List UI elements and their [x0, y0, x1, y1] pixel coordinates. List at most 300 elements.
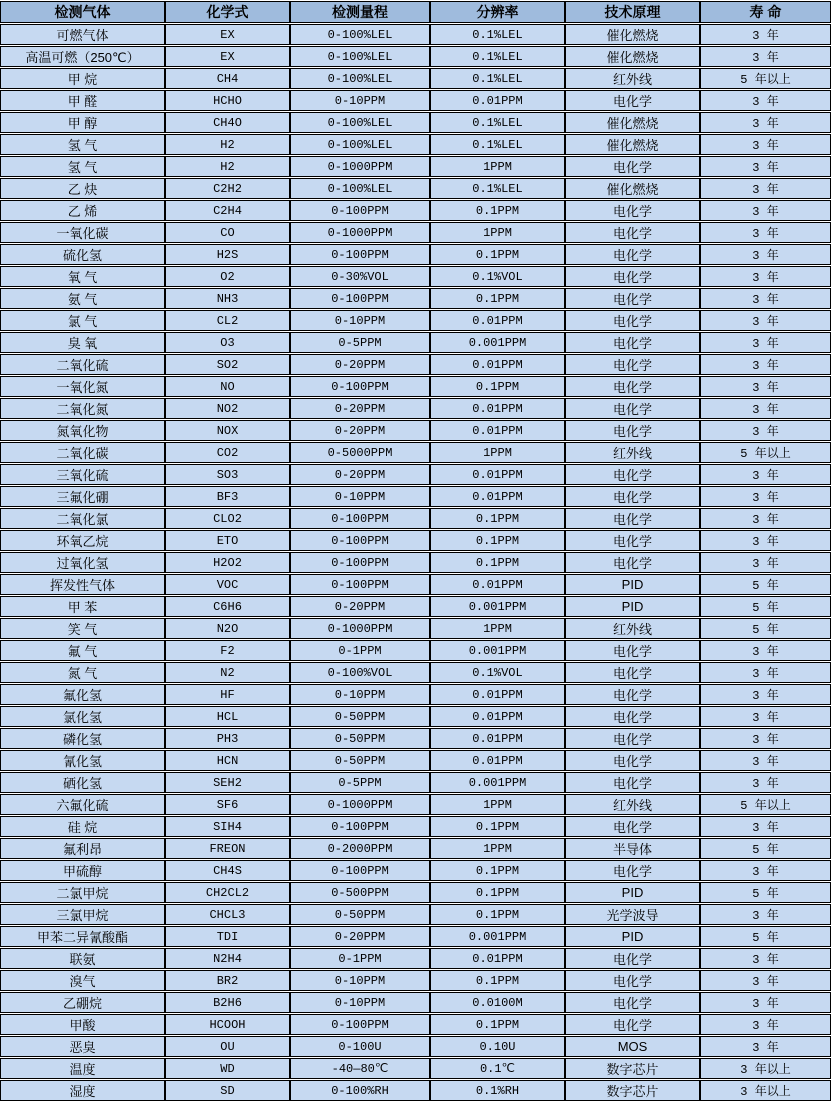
cell-technology: 光学波导 — [565, 904, 700, 925]
cell-chemical-formula: N2O — [165, 618, 290, 639]
cell-detection-range: 0-1000PPM — [290, 156, 430, 177]
cell-lifespan: 3 年 — [700, 948, 831, 969]
cell-chemical-formula: FREON — [165, 838, 290, 859]
table-row — [0, 926, 831, 947]
cell-lifespan: 3 年 — [700, 222, 831, 243]
cell-detection-range: 0-100PPM — [290, 552, 430, 573]
cell-detection-range: 0-20PPM — [290, 398, 430, 419]
cell-technology: 电化学 — [565, 1014, 700, 1035]
cell-chemical-formula: H2S — [165, 244, 290, 265]
cell-chemical-formula: H2 — [165, 156, 290, 177]
cell-chemical-formula: NO — [165, 376, 290, 397]
table-row — [0, 552, 831, 573]
cell-technology: 电化学 — [565, 970, 700, 991]
cell-gas-name: 甲 烷 — [0, 68, 165, 89]
cell-technology: PID — [565, 574, 700, 595]
cell-detection-range: 0-50PPM — [290, 728, 430, 749]
cell-detection-range: 0-1000PPM — [290, 794, 430, 815]
cell-chemical-formula: O2 — [165, 266, 290, 287]
cell-detection-range: 0-10PPM — [290, 684, 430, 705]
cell-detection-range: 0-100PPM — [290, 200, 430, 221]
cell-gas-name: 氯化氢 — [0, 706, 165, 727]
cell-chemical-formula: SD — [165, 1080, 290, 1101]
cell-detection-range: 0-1PPM — [290, 640, 430, 661]
cell-lifespan: 3 年 — [700, 112, 831, 133]
cell-chemical-formula: NO2 — [165, 398, 290, 419]
cell-technology: 红外线 — [565, 618, 700, 639]
cell-resolution: 0.01PPM — [430, 486, 565, 507]
cell-technology: 红外线 — [565, 442, 700, 463]
cell-lifespan: 5 年 — [700, 882, 831, 903]
cell-gas-name: 甲酸 — [0, 1014, 165, 1035]
cell-lifespan: 3 年 — [700, 398, 831, 419]
table-row — [0, 156, 831, 177]
cell-gas-name: 乙硼烷 — [0, 992, 165, 1013]
cell-chemical-formula: ETO — [165, 530, 290, 551]
cell-lifespan: 3 年 — [700, 90, 831, 111]
cell-lifespan: 3 年以上 — [700, 1080, 831, 1101]
cell-gas-name: 氰化氢 — [0, 750, 165, 771]
cell-gas-name: 硒化氢 — [0, 772, 165, 793]
cell-gas-name: 三氯甲烷 — [0, 904, 165, 925]
cell-chemical-formula: BF3 — [165, 486, 290, 507]
cell-technology: 催化燃烧 — [565, 24, 700, 45]
cell-detection-range: 0-100PPM — [290, 1014, 430, 1035]
table-row — [0, 948, 831, 969]
cell-detection-range: 0-100%VOL — [290, 662, 430, 683]
table-row — [0, 882, 831, 903]
cell-detection-range: 0-500PPM — [290, 882, 430, 903]
table-row — [0, 442, 831, 463]
cell-resolution: 0.1PPM — [430, 816, 565, 837]
cell-chemical-formula: NOX — [165, 420, 290, 441]
table-row — [0, 596, 831, 617]
table-row — [0, 178, 831, 199]
cell-resolution: 0.01PPM — [430, 420, 565, 441]
cell-resolution: 0.1℃ — [430, 1058, 565, 1079]
cell-chemical-formula: WD — [165, 1058, 290, 1079]
cell-resolution: 0.01PPM — [430, 728, 565, 749]
cell-chemical-formula: CO — [165, 222, 290, 243]
table-row — [0, 530, 831, 551]
table-row — [0, 1036, 831, 1057]
cell-resolution: 0.1PPM — [430, 882, 565, 903]
table-row — [0, 728, 831, 749]
cell-lifespan: 5 年以上 — [700, 442, 831, 463]
cell-resolution: 0.1%RH — [430, 1080, 565, 1101]
cell-chemical-formula: CH4O — [165, 112, 290, 133]
cell-gas-name: 三氟化硼 — [0, 486, 165, 507]
header-cell-detection-range: 检测量程 — [290, 1, 430, 23]
cell-lifespan: 3 年 — [700, 684, 831, 705]
cell-chemical-formula: CH2CL2 — [165, 882, 290, 903]
cell-gas-name: 氮氧化物 — [0, 420, 165, 441]
cell-lifespan: 3 年 — [700, 1036, 831, 1057]
cell-chemical-formula: C2H4 — [165, 200, 290, 221]
cell-lifespan: 3 年 — [700, 904, 831, 925]
cell-resolution: 0.1PPM — [430, 1014, 565, 1035]
cell-detection-range: 0-1000PPM — [290, 618, 430, 639]
cell-chemical-formula: HCHO — [165, 90, 290, 111]
table-row — [0, 706, 831, 727]
cell-chemical-formula: NH3 — [165, 288, 290, 309]
table-header — [0, 1, 831, 23]
table-row — [0, 640, 831, 661]
cell-chemical-formula: CL2 — [165, 310, 290, 331]
cell-gas-name: 甲硫醇 — [0, 860, 165, 881]
cell-technology: 电化学 — [565, 288, 700, 309]
cell-resolution: 1PPM — [430, 222, 565, 243]
cell-chemical-formula: SIH4 — [165, 816, 290, 837]
cell-resolution: 0.10U — [430, 1036, 565, 1057]
cell-resolution: 0.001PPM — [430, 596, 565, 617]
cell-lifespan: 3 年 — [700, 992, 831, 1013]
cell-detection-range: 0-100%LEL — [290, 46, 430, 67]
cell-chemical-formula: O3 — [165, 332, 290, 353]
cell-resolution: 0.1PPM — [430, 376, 565, 397]
header-row — [0, 1, 831, 23]
cell-gas-name: 一氧化氮 — [0, 376, 165, 397]
cell-technology: 电化学 — [565, 816, 700, 837]
cell-chemical-formula: H2 — [165, 134, 290, 155]
cell-resolution: 0.001PPM — [430, 640, 565, 661]
cell-resolution: 0.1%LEL — [430, 46, 565, 67]
cell-detection-range: 0-1PPM — [290, 948, 430, 969]
cell-resolution: 1PPM — [430, 156, 565, 177]
cell-detection-range: 0-30%VOL — [290, 266, 430, 287]
cell-chemical-formula: C6H6 — [165, 596, 290, 617]
cell-chemical-formula: SF6 — [165, 794, 290, 815]
cell-resolution: 0.01PPM — [430, 90, 565, 111]
cell-resolution: 0.01PPM — [430, 948, 565, 969]
cell-resolution: 1PPM — [430, 618, 565, 639]
cell-gas-name: 挥发性气体 — [0, 574, 165, 595]
cell-chemical-formula: B2H6 — [165, 992, 290, 1013]
cell-gas-name: 甲 醛 — [0, 90, 165, 111]
table-row — [0, 24, 831, 45]
cell-lifespan: 3 年 — [700, 420, 831, 441]
cell-technology: PID — [565, 596, 700, 617]
cell-gas-name: 六氟化硫 — [0, 794, 165, 815]
cell-technology: 电化学 — [565, 992, 700, 1013]
cell-resolution: 0.01PPM — [430, 706, 565, 727]
table-row — [0, 860, 831, 881]
cell-gas-name: 氢 气 — [0, 156, 165, 177]
cell-resolution: 1PPM — [430, 838, 565, 859]
table-row — [0, 112, 831, 133]
table-row — [0, 464, 831, 485]
table-row — [0, 486, 831, 507]
cell-technology: 电化学 — [565, 684, 700, 705]
cell-detection-range: 0-100%LEL — [290, 178, 430, 199]
cell-detection-range: 0-20PPM — [290, 354, 430, 375]
cell-resolution: 0.1%VOL — [430, 662, 565, 683]
cell-lifespan: 3 年以上 — [700, 1058, 831, 1079]
cell-resolution: 0.0100M — [430, 992, 565, 1013]
cell-technology: 电化学 — [565, 772, 700, 793]
header-cell-technology: 技术原理 — [565, 1, 700, 23]
cell-lifespan: 5 年以上 — [700, 794, 831, 815]
cell-technology: 电化学 — [565, 508, 700, 529]
cell-gas-name: 氨 气 — [0, 288, 165, 309]
cell-detection-range: 0-10PPM — [290, 992, 430, 1013]
cell-lifespan: 3 年 — [700, 266, 831, 287]
table-row — [0, 354, 831, 375]
table-row — [0, 1014, 831, 1035]
cell-gas-name: 二氯甲烷 — [0, 882, 165, 903]
cell-lifespan: 3 年 — [700, 860, 831, 881]
cell-technology: 催化燃烧 — [565, 46, 700, 67]
cell-gas-name: 氟 气 — [0, 640, 165, 661]
cell-detection-range: 0-20PPM — [290, 926, 430, 947]
table-row — [0, 662, 831, 683]
cell-resolution: 0.1PPM — [430, 244, 565, 265]
cell-detection-range: 0-20PPM — [290, 596, 430, 617]
cell-lifespan: 3 年 — [700, 46, 831, 67]
table-row — [0, 244, 831, 265]
cell-gas-name: 臭 氧 — [0, 332, 165, 353]
cell-resolution: 0.01PPM — [430, 750, 565, 771]
cell-gas-name: 氧 气 — [0, 266, 165, 287]
table-row — [0, 618, 831, 639]
table-row — [0, 46, 831, 67]
cell-lifespan: 3 年 — [700, 728, 831, 749]
cell-chemical-formula: C2H2 — [165, 178, 290, 199]
cell-lifespan: 3 年 — [700, 310, 831, 331]
cell-lifespan: 3 年 — [700, 332, 831, 353]
cell-detection-range: 0-10PPM — [290, 486, 430, 507]
cell-resolution: 0.1PPM — [430, 200, 565, 221]
cell-resolution: 0.001PPM — [430, 332, 565, 353]
cell-lifespan: 3 年 — [700, 244, 831, 265]
cell-chemical-formula: EX — [165, 24, 290, 45]
cell-lifespan: 3 年 — [700, 662, 831, 683]
cell-gas-name: 二氧化碳 — [0, 442, 165, 463]
cell-detection-range: 0-100%LEL — [290, 24, 430, 45]
cell-chemical-formula: PH3 — [165, 728, 290, 749]
cell-gas-name: 笑 气 — [0, 618, 165, 639]
table-row — [0, 68, 831, 89]
header-cell-lifespan: 寿 命 — [700, 1, 831, 23]
cell-technology: 电化学 — [565, 662, 700, 683]
table-row — [0, 574, 831, 595]
cell-technology: 催化燃烧 — [565, 112, 700, 133]
cell-gas-name: 氢 气 — [0, 134, 165, 155]
cell-resolution: 0.1PPM — [430, 530, 565, 551]
cell-chemical-formula: TDI — [165, 926, 290, 947]
cell-lifespan: 5 年 — [700, 596, 831, 617]
cell-gas-name: 氯 气 — [0, 310, 165, 331]
cell-gas-name: 三氧化硫 — [0, 464, 165, 485]
cell-detection-range: 0-100PPM — [290, 816, 430, 837]
table-row — [0, 904, 831, 925]
cell-resolution: 0.01PPM — [430, 354, 565, 375]
cell-gas-name: 湿度 — [0, 1080, 165, 1101]
cell-detection-range: 0-100%RH — [290, 1080, 430, 1101]
cell-lifespan: 3 年 — [700, 376, 831, 397]
cell-technology: MOS — [565, 1036, 700, 1057]
cell-technology: 电化学 — [565, 552, 700, 573]
cell-chemical-formula: F2 — [165, 640, 290, 661]
table-body — [0, 24, 831, 1101]
cell-detection-range: 0-10PPM — [290, 970, 430, 991]
cell-lifespan: 5 年以上 — [700, 68, 831, 89]
cell-detection-range: 0-100PPM — [290, 508, 430, 529]
table-row — [0, 134, 831, 155]
cell-chemical-formula: H2O2 — [165, 552, 290, 573]
cell-technology: 电化学 — [565, 398, 700, 419]
cell-technology: 电化学 — [565, 200, 700, 221]
cell-technology: 电化学 — [565, 332, 700, 353]
cell-gas-name: 甲 苯 — [0, 596, 165, 617]
cell-lifespan: 3 年 — [700, 178, 831, 199]
cell-lifespan: 5 年 — [700, 574, 831, 595]
cell-chemical-formula: BR2 — [165, 970, 290, 991]
cell-chemical-formula: EX — [165, 46, 290, 67]
cell-resolution: 0.1%LEL — [430, 68, 565, 89]
cell-technology: 电化学 — [565, 640, 700, 661]
cell-gas-name: 联氨 — [0, 948, 165, 969]
cell-resolution: 0.1PPM — [430, 904, 565, 925]
cell-detection-range: 0-100PPM — [290, 288, 430, 309]
cell-detection-range: 0-50PPM — [290, 750, 430, 771]
cell-lifespan: 3 年 — [700, 464, 831, 485]
cell-resolution: 1PPM — [430, 442, 565, 463]
cell-technology: PID — [565, 882, 700, 903]
cell-technology: 电化学 — [565, 728, 700, 749]
cell-resolution: 0.1PPM — [430, 552, 565, 573]
cell-detection-range: 0-10PPM — [290, 310, 430, 331]
cell-lifespan: 3 年 — [700, 970, 831, 991]
cell-resolution: 1PPM — [430, 794, 565, 815]
cell-gas-name: 高温可燃（250℃） — [0, 46, 165, 67]
table-row — [0, 750, 831, 771]
cell-resolution: 0.001PPM — [430, 926, 565, 947]
cell-detection-range: 0-5000PPM — [290, 442, 430, 463]
cell-lifespan: 3 年 — [700, 640, 831, 661]
cell-lifespan: 3 年 — [700, 750, 831, 771]
cell-chemical-formula: SEH2 — [165, 772, 290, 793]
cell-lifespan: 3 年 — [700, 134, 831, 155]
table-row — [0, 420, 831, 441]
cell-gas-name: 环氧乙烷 — [0, 530, 165, 551]
cell-chemical-formula: HCN — [165, 750, 290, 771]
cell-chemical-formula: SO3 — [165, 464, 290, 485]
cell-chemical-formula: N2 — [165, 662, 290, 683]
cell-technology: 电化学 — [565, 90, 700, 111]
cell-resolution: 0.1%VOL — [430, 266, 565, 287]
cell-gas-name: 乙 炔 — [0, 178, 165, 199]
cell-chemical-formula: SO2 — [165, 354, 290, 375]
cell-chemical-formula: CH4 — [165, 68, 290, 89]
cell-technology: 电化学 — [565, 860, 700, 881]
cell-lifespan: 3 年 — [700, 486, 831, 507]
cell-gas-name: 恶臭 — [0, 1036, 165, 1057]
cell-chemical-formula: CH4S — [165, 860, 290, 881]
cell-resolution: 0.01PPM — [430, 464, 565, 485]
cell-technology: 数字芯片 — [565, 1058, 700, 1079]
table-row — [0, 508, 831, 529]
cell-technology: 电化学 — [565, 156, 700, 177]
cell-technology: 电化学 — [565, 530, 700, 551]
cell-technology: 红外线 — [565, 794, 700, 815]
cell-lifespan: 3 年 — [700, 156, 831, 177]
cell-lifespan: 3 年 — [700, 288, 831, 309]
cell-technology: 电化学 — [565, 464, 700, 485]
table-row — [0, 1080, 831, 1101]
cell-resolution: 0.001PPM — [430, 772, 565, 793]
cell-lifespan: 3 年 — [700, 816, 831, 837]
cell-lifespan: 3 年 — [700, 772, 831, 793]
table-row — [0, 376, 831, 397]
cell-chemical-formula: HCL — [165, 706, 290, 727]
cell-resolution: 0.1PPM — [430, 288, 565, 309]
cell-technology: 电化学 — [565, 310, 700, 331]
cell-technology: 数字芯片 — [565, 1080, 700, 1101]
cell-gas-name: 甲苯二异氰酸酯 — [0, 926, 165, 947]
cell-detection-range: 0-100%LEL — [290, 134, 430, 155]
table-row — [0, 398, 831, 419]
table-row — [0, 310, 831, 331]
cell-detection-range: 0-50PPM — [290, 904, 430, 925]
cell-gas-name: 甲 醇 — [0, 112, 165, 133]
cell-lifespan: 3 年 — [700, 354, 831, 375]
cell-lifespan: 3 年 — [700, 552, 831, 573]
header-cell-chemical-formula: 化学式 — [165, 1, 290, 23]
cell-detection-range: -40—80℃ — [290, 1058, 430, 1079]
cell-gas-name: 过氧化氢 — [0, 552, 165, 573]
cell-gas-name: 磷化氢 — [0, 728, 165, 749]
cell-lifespan: 5 年 — [700, 926, 831, 947]
cell-technology: 电化学 — [565, 376, 700, 397]
cell-gas-name: 硅 烷 — [0, 816, 165, 837]
header-cell-gas-name: 检测气体 — [0, 1, 165, 23]
cell-lifespan: 3 年 — [700, 530, 831, 551]
cell-technology: 电化学 — [565, 420, 700, 441]
cell-detection-range: 0-50PPM — [290, 706, 430, 727]
cell-resolution: 0.01PPM — [430, 574, 565, 595]
cell-gas-name: 氮 气 — [0, 662, 165, 683]
table-row — [0, 288, 831, 309]
cell-detection-range: 0-100U — [290, 1036, 430, 1057]
cell-detection-range: 0-100PPM — [290, 244, 430, 265]
cell-resolution: 0.1%LEL — [430, 134, 565, 155]
cell-lifespan: 3 年 — [700, 706, 831, 727]
cell-gas-name: 溴气 — [0, 970, 165, 991]
table-row — [0, 970, 831, 991]
cell-technology: 电化学 — [565, 750, 700, 771]
table-row — [0, 332, 831, 353]
table-row — [0, 266, 831, 287]
cell-lifespan: 3 年 — [700, 1014, 831, 1035]
cell-gas-name: 一氧化碳 — [0, 222, 165, 243]
cell-detection-range: 0-100%LEL — [290, 68, 430, 89]
cell-technology: 红外线 — [565, 68, 700, 89]
cell-resolution: 0.01PPM — [430, 684, 565, 705]
cell-gas-name: 硫化氢 — [0, 244, 165, 265]
cell-technology: 电化学 — [565, 354, 700, 375]
cell-lifespan: 5 年 — [700, 618, 831, 639]
cell-detection-range: 0-2000PPM — [290, 838, 430, 859]
cell-chemical-formula: HF — [165, 684, 290, 705]
cell-detection-range: 0-5PPM — [290, 332, 430, 353]
table-row — [0, 772, 831, 793]
table-row — [0, 816, 831, 837]
cell-chemical-formula: N2H4 — [165, 948, 290, 969]
table-row — [0, 1058, 831, 1079]
cell-technology: 电化学 — [565, 222, 700, 243]
cell-resolution: 0.01PPM — [430, 310, 565, 331]
